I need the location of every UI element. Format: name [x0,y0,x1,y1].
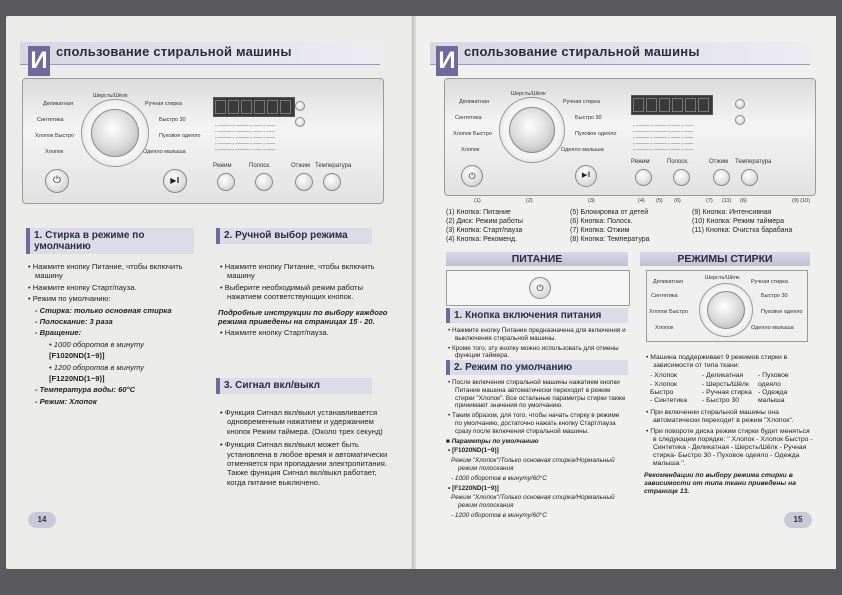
button-label: Отжим [709,159,729,165]
program-dial [91,109,139,157]
dial-label: Быстро 30 [575,115,602,121]
power-icon: ⏻ [461,165,483,187]
list-item: • Нажмите кнопку Питание, чтобы включить машину [28,262,183,281]
section-body [26,262,206,408]
button-label: Режим [631,159,650,165]
power-icon: ⏻ [45,169,69,193]
dial-label: Одеяло малыша [561,147,604,153]
list-item: • Функция Сигнал вкл/выкл устанавливается одновременным нажатием и удержанием кнопок Режим таймера. (Около трех секунд) [220,408,383,436]
list-item: • 1200 оборотов в минуту [49,362,144,372]
params-line: • [F1020ND(1~9)] [448,447,499,455]
dial-label: Одеяло малыша [751,325,794,331]
callout-number: (11) [722,198,732,204]
page-number: 15 [784,512,812,528]
dial-label: Хлопок [461,147,480,153]
page-number: 14 [28,512,56,528]
dial-label: Шерсть/Шёлк [511,91,546,97]
section-banner: ПИТАНИЕ [446,252,628,266]
mode-item: - Ручная стирка [702,388,752,396]
indicator-icon [295,101,305,111]
dial-label: Синтетика [455,115,482,121]
mode-column [702,372,758,405]
page-title: спользование стиральной машины [464,44,700,59]
dial-label: Шерсть/Шёлк [705,275,740,281]
list-item: • После включения стиральной машины нажатием кнопки Питание машина автоматически переходит в режим стирки "Хлопок". Все остальные параметры стирки также принимают значения по умолчанию. [448,379,626,410]
button-icon [323,173,341,191]
button-icon [295,173,313,191]
list-item: [F1220ND(1~9)] [49,374,105,384]
mode-item: - Синтетика [650,397,688,405]
params-line: - 1200 оборотов в минуту/60°C [451,511,547,519]
title-initial: И [28,46,50,76]
list-item: • Режим по умолчанию: [28,294,111,304]
dial-label: Ручная стирка [145,101,182,107]
list-item: • Выберите необходимый режим работы нажатием соответствующих кнопок. [220,282,363,302]
dial-label: Быстро 30 [761,293,788,299]
right-page [416,16,836,569]
mode-list [650,372,814,405]
dial-label: Хлопок Быстро [649,309,688,315]
params-line: • [F1220ND(1~9)] [448,484,499,492]
button-icon [741,169,758,186]
section-heading: 2. Ручной выбор режима [216,228,372,244]
list-item: • При повороте диска режим стирки будет меняться в следующем порядке: " Хлопок - Хлопок Быстро - Синтетика - Деликатная - Шерсть/Шёлк - Ручная стирка- Быстро 30 - Пуховое одеяло - Одежда малыша ". [646,427,813,468]
button-label: Температура [315,163,352,169]
button-label: Полоск. [667,159,689,165]
indicator-icon [735,115,745,125]
play-pause-icon: ▶‖ [163,169,187,193]
display-icon [213,97,295,117]
left-page [6,16,414,569]
button-label: Температура [735,159,772,165]
list-item: • Функция Сигнал вкл/выкл может быть установлена в любое время и автоматически отменяется при пропадании электропитания. Также функция Сигнал вкл/выкл работает, когда питание выключено. [220,440,388,487]
callout-number: (2) [526,198,533,204]
title-initial: И [436,46,458,76]
dial-label: Хлопок [45,149,64,155]
dial-label: Ручная стирка [563,99,600,105]
list-item: - Вращение: [35,328,82,338]
callout-number: (7) [706,198,713,204]
section-banner: РЕЖИМЫ СТИРКИ [640,252,810,266]
indicator-icon [735,99,745,109]
dial-label: Синтетика [651,293,678,299]
button-label: Режим [213,163,232,169]
play-pause-icon: ▶‖ [575,165,597,187]
legend-row: (4) Кнопка: Рекоменд. (8) Кнопка: Температура [446,236,650,243]
dial-illustration [646,270,808,342]
dial-label: Пуховое одеяло [761,309,803,315]
mode-item: - Хлопок [650,372,677,380]
control-panel-illustration [22,78,384,204]
section-heading: 3. Сигнал вкл/выкл [216,378,372,394]
list-item: - Температура воды: 60°C [35,385,136,395]
mode-item: - Шерсть/Шёлк [702,380,749,388]
program-dial [509,107,555,153]
list-item: - Стирка: только основная стирка [35,305,172,315]
list-item: • Нажмите кнопку Питание предназначена для включения и выключения стиральной машины. [448,327,626,342]
button-label: Отжим [291,163,311,169]
mode-item: - Деликатная [702,372,744,380]
list-item: - Режим: Хлопок [35,396,97,406]
mode-item: - Пуховое одеяло [758,372,789,388]
mode-column [758,372,810,405]
legend [446,208,836,244]
list-item: • Нажмите кнопку Старт/пауза. [220,328,329,338]
callout-number: (3) [588,198,595,204]
callout-number: (4) [638,198,645,204]
button-label: Полоск. [249,163,271,169]
list-item: • Машина поддерживает 9 режимов стирки в зависимости от типа ткани: [646,354,788,370]
dial-label: Быстро 30 [159,117,186,123]
mode-item: - Быстро 30 [702,397,740,405]
mode-column [650,372,702,405]
section-body [218,262,388,340]
section-heading: 1. Стирка в режиме по умолчанию [26,228,194,254]
button-icon [217,173,235,191]
section-heading: 1. Кнопка включения питания [446,308,628,323]
dial-label: Хлопок Быстро [35,133,74,139]
recommendation-note: Рекомендации по выбору режима стирки в зависимости от типа ткани приведены на странице 13. [644,471,796,496]
section-body [644,354,814,498]
dial-label: Шерсть/Шёлк [93,93,128,99]
list-item: [F1020ND(1~9)] [49,351,105,361]
control-panel-illustration [444,78,816,196]
indicator-icon [295,117,305,127]
params-line: - 1000 оборотов в минуту/60°C [451,474,547,482]
dial-label: Синтетика [37,117,64,123]
dial-label: Пуховое одеяло [159,133,201,139]
list-item: • 1000 оборотов в минуту [49,339,144,349]
list-item: • При включении стиральной машины она автоматически переходит в режим "Хлопок". [646,409,794,425]
dial-label: Хлопок Быстро [453,131,492,137]
params-line: Режим "Хлопок"/Только основная стирка/Нормальный режим полоскания [451,457,615,472]
legend-row: (2) Диск: Режим работы (6) Кнопка: Полоск. (10) Кнопка: Режим таймера [446,218,784,225]
dial-label: Одеяло малыша [143,149,186,155]
callout-number: (5) [656,198,663,204]
list-item: • Кроме того, эту кнопку можно использовать для отмены функции таймера. [448,344,619,360]
callout-number: (1) [474,198,481,204]
note: Подробные инструкции по выбору каждого режима приведены на страницах 15 - 20. [218,307,388,327]
button-icon [713,169,730,186]
dial-label: Деликатная [653,279,683,285]
dial-label: Пуховое одеяло [575,131,617,137]
program-dial [707,291,745,329]
button-icon [635,169,652,186]
callout-number: (9) (10) [792,198,811,204]
section-body [446,379,626,522]
dial-label: Деликатная [459,99,489,105]
power-button-illustration [446,270,630,306]
list-item: • Таким образом, для того, чтобы начать стирку в режиме по умолчанию, достаточно нажать кнопку Старт/пауза сразу после включения стиральной машины. [448,412,620,435]
dial-label: Ручная стирка [751,279,788,285]
params-line: Режим "Хлопок"/Только основная стирка/Нормальный режим полоскания [451,494,615,510]
list-item: • Нажмите кнопку Питание, чтобы включить машину [220,262,375,281]
callout-number: (6) [674,198,681,204]
list-item: - Полоскание: 3 раза [35,317,113,327]
section-body [218,408,390,489]
list-item: • Нажмите кнопку Старт/пауза. [28,282,137,292]
dial-label: Хлопок [655,325,674,331]
legend-row: (3) Кнопка: Старт/пауза (7) Кнопка: Отжим (11) Кнопка: Очистка барабана [446,227,793,234]
params-title: ■ Параметры по умолчанию [446,437,539,445]
dial-label: Деликатная [43,101,73,107]
button-icon [255,173,273,191]
mode-item: - Одежда малыша [758,388,788,405]
section-body [446,327,626,362]
button-icon [673,169,690,186]
section-heading: 2. Режим по умолчанию [446,360,628,375]
page-title: спользование стиральной машины [56,44,292,59]
option-grid: ▫ ——— ▫ ——— ▫ —— ▫ —— ▫ ——— ▫ ——— ▫ —— ▫ —— ▫ ——— ▫ ——— ▫ —— ▫ —— ▫ ——— ▫ ——— ▫ —— ▫ —— ▫ ——— ▫ ——— ▫ —— ▫ —— [215,123,276,152]
power-icon: ⏻ [529,277,551,299]
display-icon [631,95,713,115]
callout-number: (6) [740,198,747,204]
legend-row: (1) Кнопка: Питание (5) Блокировка от детей (9) Кнопка: Интенсивная [446,209,772,216]
mode-item: - Хлопок Быстро [650,380,677,396]
option-grid: ▫ ——— ▫ ——— ▫ —— ▫ —— ▫ ——— ▫ ——— ▫ —— ▫ —— ▫ ——— ▫ ——— ▫ —— ▫ —— ▫ ——— ▫ ——— ▫ —— ▫ —— ▫ ——— ▫ ——— ▫ —— ▫ —— [633,123,694,152]
